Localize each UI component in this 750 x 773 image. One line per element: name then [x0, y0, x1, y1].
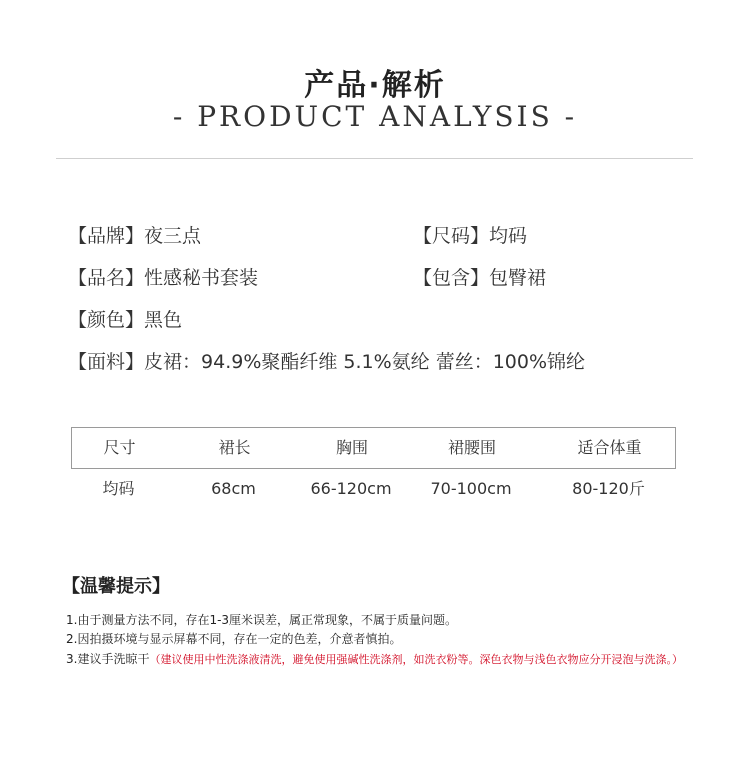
attr-label: 【品名】 [68, 267, 145, 289]
attr-name [68, 263, 258, 290]
header-cell: 裙长 [218, 438, 251, 457]
table-cell: 68cm [211, 479, 256, 498]
table-cell: 66-120cm [310, 479, 392, 498]
tip-text: 3.建议手洗晾干 [66, 652, 150, 666]
tip-text: 2.因拍摄环境与显示屏幕不同，存在一定的色差，介意者慎拍。 [66, 632, 402, 646]
table-cell: 均码 [102, 479, 135, 498]
page-title: 产品·解析 [304, 68, 446, 103]
header-cell: 适合体重 [577, 438, 642, 457]
header-cell: 尺寸 [103, 438, 136, 457]
attr-value: 皮裙：94.9%聚酯纤维 5.1%氨纶 蕾丝：100%锦纶 [144, 351, 586, 373]
attr-label: 【尺码】 [413, 225, 490, 247]
tips-title: 【温馨提示】 [62, 576, 170, 597]
attr-value: 包臀裙 [489, 267, 547, 289]
header-cell: 裙腰围 [447, 438, 496, 457]
attr-label: 【颜色】 [68, 309, 145, 331]
tip-item-3 [66, 650, 683, 667]
tip-note: （建议使用中性洗涤液清洗，避免使用强碱性洗涤剂，如洗衣粉等。深色衣物与浅色衣物应分开浸泡与洗涤。） [149, 653, 683, 666]
attr-label: 【包含】 [413, 267, 490, 289]
size-table [71, 427, 676, 509]
attr-material [68, 347, 585, 374]
tip-text: 1.由于测量方法不同，存在1-3厘米误差，属正常现象，不属于质量问题。 [66, 613, 458, 627]
attr-brand [68, 221, 201, 248]
attr-includes [413, 263, 546, 290]
attr-value: 性感秘书套装 [144, 267, 259, 289]
attr-value: 夜三点 [144, 225, 202, 247]
tip-item-2 [66, 630, 401, 647]
table-cell: 80-120斤 [572, 479, 645, 498]
header-cell: 胸围 [335, 438, 368, 457]
attr-color [68, 305, 182, 332]
table-row [71, 469, 676, 509]
attr-label: 【面料】 [68, 351, 145, 373]
divider [56, 158, 693, 159]
attr-value: 黑色 [144, 309, 183, 331]
attr-value: 均码 [489, 225, 528, 247]
tip-item-1 [66, 611, 457, 628]
attr-size [413, 221, 527, 248]
size-table-header [71, 427, 676, 469]
table-cell: 70-100cm [430, 479, 512, 498]
page-subtitle: - PRODUCT ANALYSIS - [172, 100, 578, 133]
attr-label: 【品牌】 [68, 225, 145, 247]
